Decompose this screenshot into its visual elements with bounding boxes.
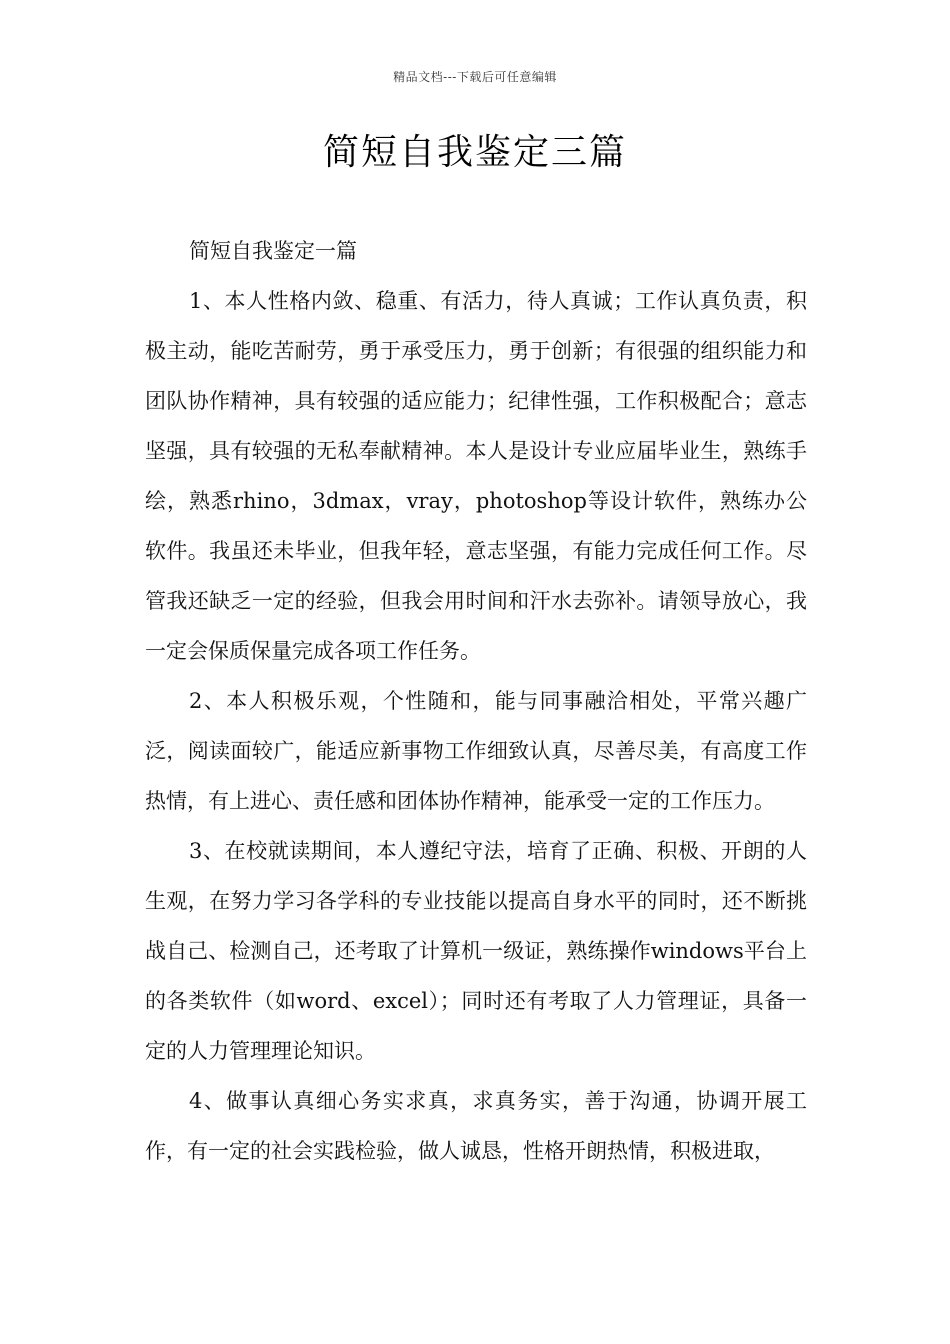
paragraph-3: 3、在校就读期间，本人遵纪守法，培育了正确、积极、开朗的人生观，在努力学习各学科的专业技能以提高自身水平的同时，还不断挑战自己、检测自己，还考取了计算机一级证，熟练操作windows平台上的各类软件（如word、excel）；同时还有考取了人力管理证，具备一定的人力管理理论知识。 bbox=[145, 839, 807, 1063]
header-note: 精品文档---下载后可任意编辑 bbox=[393, 70, 557, 84]
paragraph-1: 1、本人性格内敛、稳重、有活力，待人真诚；工作认真负责，积极主动，能吃苦耐劳，勇于承受压力，勇于创新；有很强的组织能力和团队协作精神，具有较强的适应能力；纪律性强，工作积极配合；意志坚强，具有较强的无私奉献精神。本人是设计专业应届毕业生，熟练手绘，熟悉rhino，3dmax，vray，photoshop等设计软件，熟练办公软件。我虽还未毕业，但我年轻，意志坚强，有能力完成任何工作。尽管我还缺乏一定的经验，但我会用时间和汗水去弥补。请领导放心，我一定会保质保量完成各项工作任务。 bbox=[145, 289, 807, 663]
section-heading: 简短自我鉴定一篇 bbox=[189, 239, 357, 263]
document-title: 简短自我鉴定三篇 bbox=[322, 132, 627, 173]
document-body bbox=[145, 226, 807, 1176]
paragraph-4: 4、做事认真细心务实求真，求真务实，善于沟通，协调开展工作，有一定的社会实践检验，做人诚恳，性格开朗热情，积极进取， bbox=[145, 1089, 807, 1163]
paragraph-2: 2、本人积极乐观，个性随和，能与同事融洽相处，平常兴趣广泛，阅读面较广，能适应新事物工作细致认真，尽善尽美，有高度工作热情，有上进心、责任感和团体协作精神，能承受一定的工作压力。 bbox=[145, 689, 807, 813]
